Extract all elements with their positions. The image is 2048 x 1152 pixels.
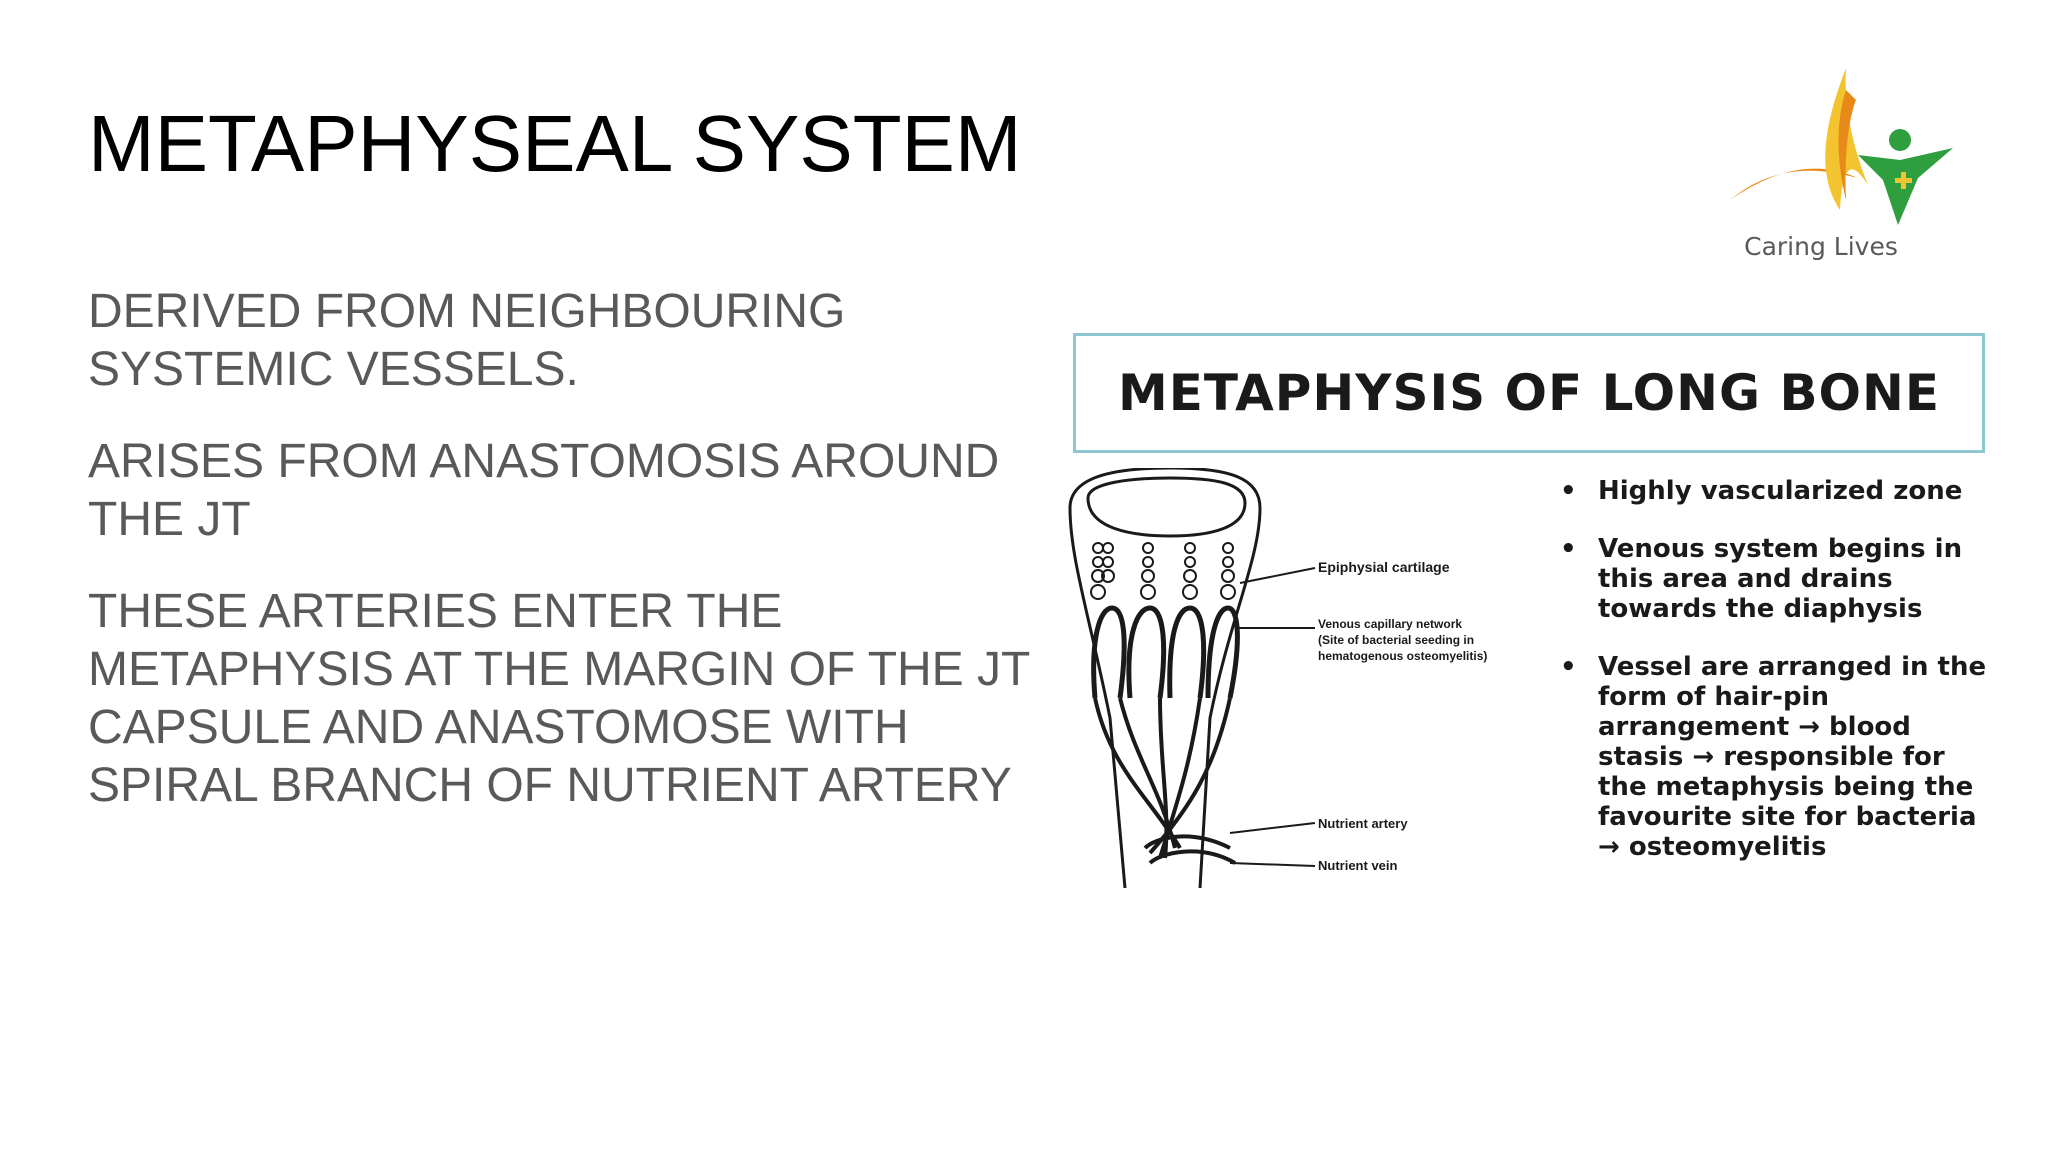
paragraph-arises: ARISES FROM ANASTOMOSIS AROUND THE JT: [88, 435, 1000, 546]
label-nutrient-artery: Nutrient artery: [1318, 816, 1408, 831]
logo-head-icon: [1889, 129, 1911, 151]
label-venous-network-1: Venous capillary network: [1318, 617, 1463, 631]
paragraph-derived: DERIVED FROM NEIGHBOURING SYSTEMIC VESSELS.: [88, 285, 846, 396]
label-venous-network-3: hematogenous osteomyelitis): [1318, 649, 1488, 663]
figure-bullets: [1560, 476, 1990, 890]
logo-caption: Caring Lives: [1744, 232, 1898, 261]
metaphysis-diagram: [1050, 468, 1570, 888]
hairpin-loops: [1094, 608, 1238, 698]
figure-bullet: • Highly vascularized zone: [1560, 476, 1990, 506]
figure-title: METAPHYSIS OF LONG BONE: [1117, 364, 1941, 422]
label-venous-network-2: (Site of bacterial seeding in: [1318, 633, 1475, 647]
leader-lines: [1230, 568, 1315, 866]
body-text: [88, 283, 1048, 849]
label-nutrient-vein: Nutrient vein: [1318, 858, 1398, 873]
epiphysis-cap: [1088, 478, 1245, 536]
cartilage-columns: [1091, 543, 1235, 599]
slide-title: METAPHYSEAL SYSTEM: [88, 99, 1022, 188]
label-epiphysial-cartilage: Epiphysial cartilage: [1318, 559, 1450, 575]
figure-bullet: • Vessel are arranged in the form of hair-pin arrangement → blood stasis → responsible for the metaphysis being the favourite site for bacteria → osteomyelitis: [1560, 652, 1990, 862]
figure-title-box: [1073, 333, 1985, 453]
figure-bullet: • Venous system begins in this area and drains towards the diaphysis: [1560, 534, 1990, 624]
paragraph-enter: THESE ARTERIES ENTER THE METAPHYSIS AT THE MARGIN OF THE JT CAPSULE AND ANASTOMOSE WITH SPIRAL BRANCH OF NUTRIENT ARTERY: [88, 585, 1030, 812]
metaphysis-figure: [1050, 328, 1995, 928]
